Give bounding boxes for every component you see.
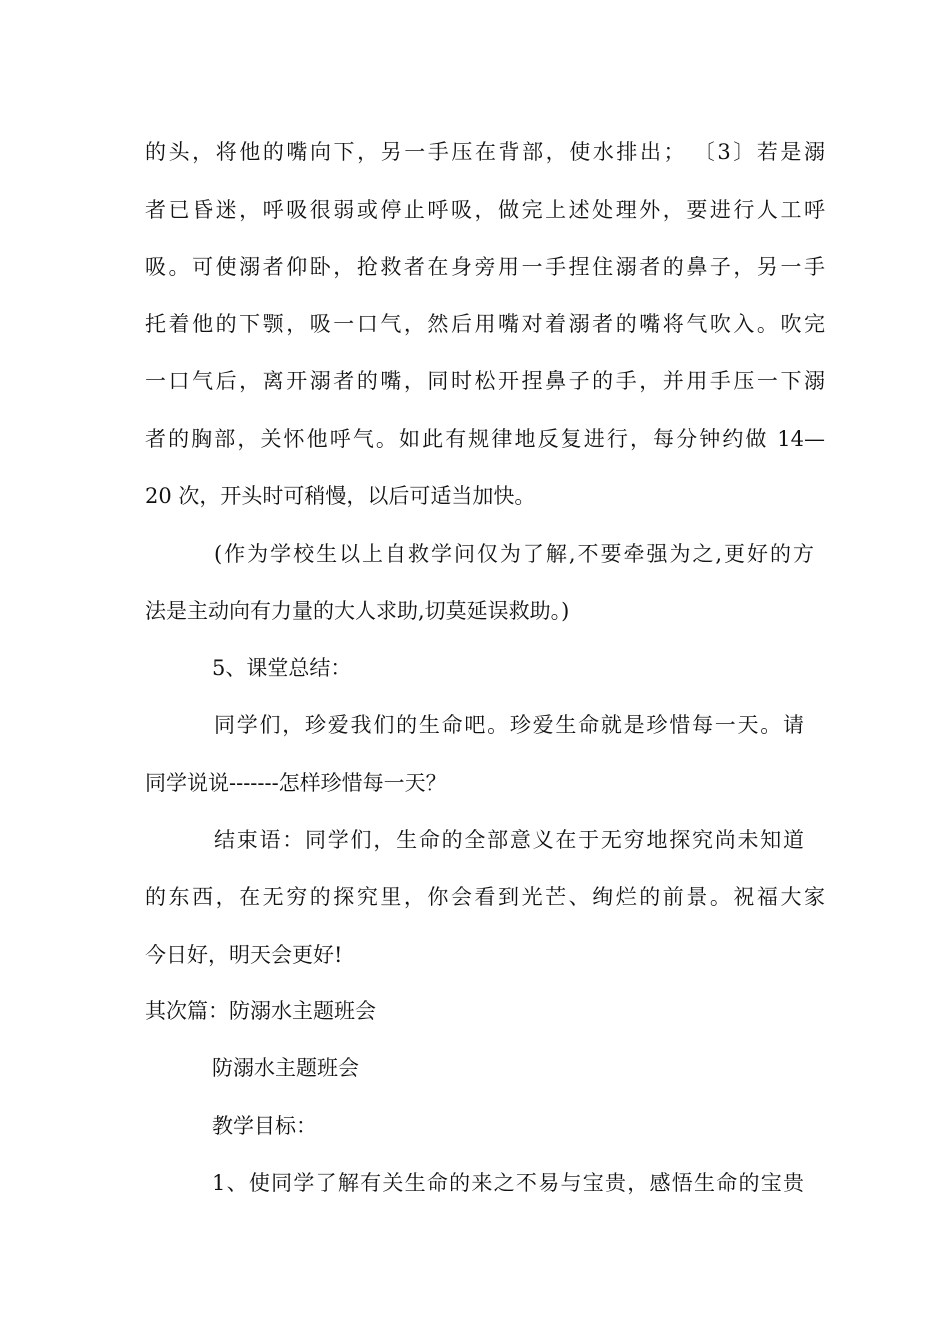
text-line-7: 20 次，开头时可稍慢，以后可适当加快。 [145,484,536,508]
closing-line-3: 今日好，明天会更好! [145,943,343,967]
text-line-6: 者的胸部，关怀他呼气。如此有规律地反复进行，每分钟约做 14— [145,427,825,451]
teaching-goals-heading: 教学目标： [212,1114,317,1138]
text-line-5: 一口气后，离开溺者的嘴，同时松开捏鼻子的手，并用手压一下溺 [145,369,825,393]
closing-line-1: 结束语：同学们，生命的全部意义在于无穷地探究尚未知道 [214,828,804,852]
summary-line-2: 同学说说-------怎样珍惜每一天？ [145,771,447,795]
note-line-2: 法是主动向有力量的大人求助,切莫延误救助。) [145,599,570,623]
teaching-goal-1: 1、使同学了解有关生命的来之不易与宝贵，感悟生命的宝贵 [212,1171,804,1195]
text-line-4: 托着他的下颚，吸一口气，然后用嘴对着溺者的嘴将气吹入。吹完 [145,312,825,336]
section-heading-summary: 5、课堂总结： [212,656,352,680]
text-line-2: 者已昏迷，呼吸很弱或停止呼吸，做完上述处理外，要进行人工呼 [145,198,825,222]
closing-line-2: 的东西，在无穷的探究里，你会看到光芒、绚烂的前景。祝福大家 [145,885,825,909]
summary-line-1: 同学们，珍爱我们的生命吧。珍爱生命就是珍惜每一天。请 [214,713,804,737]
chapter-subtitle: 防溺水主题班会 [212,1056,359,1080]
note-line-1: (作为学校生以上自救学问仅为了解,不要牵强为之,更好的方 [214,542,814,566]
chapter-heading: 其次篇：防溺水主题班会 [145,999,376,1023]
text-line-3: 吸。可使溺者仰卧，抢救者在身旁用一手捏住溺者的鼻子，另一手 [145,255,825,279]
text-line-1: 的头，将他的嘴向下，另一手压在背部，使水排出； 〔3〕若是溺 [145,140,825,164]
